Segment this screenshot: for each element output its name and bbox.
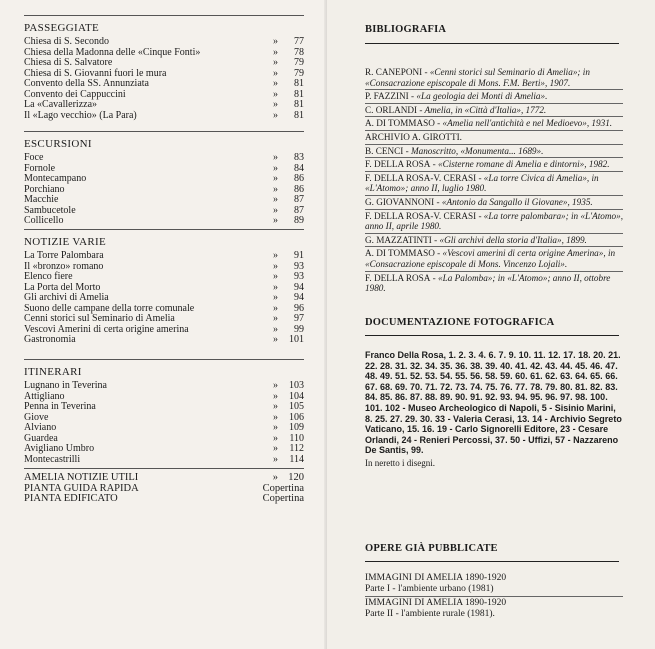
toc-page: 86 [294,183,304,195]
toc-page: 110 [289,432,304,444]
toc-page: 106 [289,411,304,423]
toc-leader: » [273,411,278,423]
toc-row [24,216,304,227]
extras-rule [24,468,304,469]
published-work-subtitle: Parte I - l'ambiente urbano (1981) [365,584,494,594]
toc-label: PIANTA EDIFICATO [24,493,118,504]
toc-row [24,206,304,217]
toc-label: Gli archivi di Amelia [24,292,109,303]
toc-leader: » [273,162,278,174]
toc-section [24,22,304,121]
toc-leader: » [273,57,278,68]
opere-rule [365,561,619,562]
bibliografia-list [365,66,623,295]
toc-label: Alviano [24,422,57,433]
bibliography-author: F. DELLA ROSA-V. CERASI [365,210,477,221]
toc-row [24,473,304,484]
toc-label: Collicello [24,215,64,226]
toc-row [24,272,304,283]
toc-label: PIANTA GUIDA RAPIDA [24,482,139,494]
toc-page: 114 [289,453,304,465]
toc-row [24,293,304,304]
toc-label: Montecampano [24,173,87,184]
toc-row [24,111,304,122]
toc-leader: » [273,323,278,335]
opere-title: OPERE GIÀ PUBBLICATE [365,543,498,554]
bibliography-author: P. FAZZINI [365,91,409,102]
toc-page: 86 [294,173,304,184]
bibliography-entry [365,172,623,196]
bibliography-author: C. ORLANDI [365,104,418,115]
toc-row [24,37,304,48]
toc-label: Vescovi Amerini di certa origine amerina [24,323,189,335]
toc-leader: » [273,250,278,261]
toc-extras [24,473,304,505]
toc-row [24,195,304,206]
opere-list [365,572,623,621]
bibliography-entry [365,234,623,248]
bibliography-text: - «Gli archivi della storia d'Italia», 1899. [431,234,587,245]
bibliography-entry [365,104,623,118]
toc-label: Il «bronzo» romano [24,260,104,272]
toc-row [24,494,304,505]
toc-label: Lugnano in Teverina [24,380,107,391]
bibliography-author: A. DI TOMMASO [365,118,435,129]
toc-page: 81 [294,78,304,89]
section-rule [24,131,304,132]
toc-label: Chiesa di S. Secondo [24,36,109,47]
bibliography-author: A. DI TOMMASO [365,248,435,259]
toc-page: 103 [289,380,304,391]
toc-row [24,335,304,346]
toc-row [24,381,304,392]
bibliografia-rule [365,43,619,44]
toc-label: Convento dei Cappuccini [24,88,126,100]
toc-section [24,138,304,227]
toc-page: 109 [289,422,304,433]
toc-row [24,444,304,455]
published-work-subtitle: Parte II - l'ambiente rurale (1981). [365,609,495,619]
toc-row [24,423,304,434]
published-work [365,572,623,597]
toc-page: 104 [289,390,304,402]
toc-leader: » [273,313,278,324]
toc-leader: » [273,215,278,226]
toc-page: 87 [294,194,304,205]
toc-page: 84 [294,162,304,174]
toc-page: 89 [294,215,304,226]
toc-label: Fornole [24,162,56,174]
section-title: ITINERARI [24,366,82,378]
toc-leader: » [273,432,278,444]
toc-row [24,153,304,164]
section-title: PASSEGGIATE [24,22,100,34]
toc-section [24,236,304,346]
toc-row [24,100,304,111]
bibliografia-title: BIBLIOGRAFIA [365,24,447,35]
toc-label: Avigliano Umbro [24,443,95,454]
toc-page: 81 [294,109,304,121]
toc-label: Chiesa della Madonna delle «Cinque Fonti» [24,46,201,58]
toc-leader: » [273,443,278,454]
bibliography-entry [365,210,623,234]
toc-label: La «Cavallerizza» [24,99,98,110]
foto-title: DOCUMENTAZIONE FOTOGRAFICA [365,317,555,328]
toc-label: Convento della SS. Annunziata [24,78,149,89]
toc-leader: » [273,390,278,402]
toc-page: 77 [294,36,304,47]
bibliography-text: - «La Palomba»; in «L'Atomo»; anno II, ottobre 1980. [365,272,611,294]
bibliography-entry [365,131,623,145]
toc-section [24,366,304,465]
right-page [327,0,655,649]
toc-page: 112 [289,443,304,454]
bibliography-entry [365,272,623,295]
bibliography-author: R. CANEPONI [365,67,423,77]
bibliography-entry [365,247,623,271]
toc-page: 93 [294,271,304,282]
toc-leader: » [273,173,278,184]
toc-leader: » [273,78,278,89]
bibliography-text: - Amelia, in «Città d'Italia», 1772. [417,104,547,115]
section-rule [24,359,304,360]
toc-row [24,185,304,196]
bibliography-author: F. DELLA ROSA [365,272,431,283]
toc-leader: » [273,271,278,282]
toc-label: Attigliano [24,390,65,402]
toc-leader: » [273,99,278,110]
bibliography-entry [365,196,623,210]
foto-rule [365,335,619,336]
toc-row [24,413,304,424]
toc-row [24,58,304,69]
toc-label: La Torre Palombara [24,250,104,261]
toc-page: Copertina [262,493,304,504]
toc-leader: » [273,152,278,163]
toc-page: 94 [294,292,304,303]
bibliography-text: - «La geologia dei Monti di Amelia». [408,91,548,102]
bibliography-author: F. DELLA ROSA-V. CERASI [365,172,477,183]
toc-page: 83 [294,152,304,163]
bibliography-text: - «Vescovi amerini di certa origine Amerina», in «Consacrazione episcopale di Mons. Vincenzo Lojali». [365,248,616,269]
toc-label: AMELIA NOTIZIE UTILI [24,472,139,483]
toc-page: 105 [289,401,304,412]
toc-page: 101 [289,334,304,345]
toc-label: Penna in Teverina [24,401,96,412]
bibliography-entry [365,117,623,131]
section-rule [24,229,304,230]
left-page [0,0,327,649]
toc-leader: » [273,260,278,272]
toc-label: Suono delle campane della torre comunale [24,302,195,314]
toc-leader: » [273,422,278,433]
toc-label: Il «Lago vecchio» (La Para) [24,109,137,121]
toc-label: Porchiano [24,183,65,195]
bibliography-text: - «Cisterne romane di Amelia e dintorni», 1982. [430,159,610,170]
foto-credits [365,350,625,469]
bibliography-author: ARCHIVIO A. GIROTTI. [365,131,462,142]
toc-leader: » [273,204,278,216]
toc-leader: » [273,334,278,345]
section-title: NOTIZIE VARIE [24,236,107,248]
toc-leader: » [273,46,278,58]
toc-leader: » [272,472,278,483]
toc-row [24,402,304,413]
bibliography-text: - «Antonio da Sangallo il Giovane», 1935. [434,196,593,207]
toc-leader: » [273,453,278,465]
toc-page: 81 [294,99,304,110]
bibliography-text: - «Cenni storici sul Seminario di Amelia»; in «Consacrazione episcopale di Mons. F.M. Berti», 1907. [365,67,590,88]
toc-page: 93 [294,260,304,272]
toc-label: Macchie [24,194,59,205]
toc-label: La Porta del Morto [24,281,101,293]
bibliography-author: B. CENCI [365,145,404,156]
toc-label: Foce [24,152,44,163]
bibliography-author: G. MAZZATINTI [365,234,432,245]
toc-page: 94 [294,281,304,293]
bibliography-text: - «Amelia nell'antichità e nel Medioevo», 1931. [434,118,613,129]
toc-leader: » [273,302,278,314]
toc-leader: » [273,401,278,412]
published-work [365,597,623,621]
bibliography-author: F. DELLA ROSA [365,159,431,170]
foto-credits-text: Franco Della Rosa, 1. 2. 3. 4. 6. 7. 9. 10. 11. 12. 17. 18. 20. 21. 22. 28. 31. 32. 34. 35. 36. 38. 39. 40. 41. 42. 43. 44. 45. 46. 47. 48. 49. 51. 52. 53. 54. 55. 56. 58. 59. 60. 61. 62. 63. 64. 65. 66. 67. 68. 69. 70. 71. 72. 73. 74. 75. 76. 77. 78. 79. 80. 81. 82. 83. 84. 85. 86. 87. 88. 89. 90. 91. 92. 93. 94. 95. 96. 97. 98. 100. 101. 102 - Museo Archeologico di Napoli, 5 - Sisinio Marini, 8. 25. 27. 29. 30. 33 - Valeria Cerasi, 13. 14 - Archivio Segreto Vaticano, 15. 16. 19 - Carlo Signorelli Editore, 23 - Cesare Orlandi, 24 - Renieri Percossi, 37. 50 - Uffizi, 57 - Nazzareno De Santis, 99. [365,350,622,456]
toc-page: 79 [294,57,304,68]
toc-label: Giove [24,411,49,423]
toc-leader: » [273,380,278,391]
bibliography-text: - «La torre palombara»; in «L'Atomo», anno II, aprile 1980. [365,210,623,232]
published-work-title: IMMAGINI DI AMELIA 1890-1920 [365,573,507,583]
toc-row [24,79,304,90]
bibliography-entry [365,66,623,90]
toc-label: Elenco fiere [24,271,73,282]
toc-page: 99 [294,323,304,335]
toc-row [24,251,304,262]
bibliography-entry [365,145,623,159]
toc-leader: » [273,281,278,293]
toc-label: Montecastrilli [24,453,81,465]
toc-row [24,455,304,466]
toc-row [24,314,304,325]
toc-page: 81 [294,88,304,100]
foto-note: In neretto i disegni. [365,457,435,468]
bibliography-text: - Manoscritto, «Monumenta... 1689». [403,145,544,156]
section-title: ESCURSIONI [24,138,92,150]
toc-page: 91 [294,250,304,261]
toc-page: 120 [288,472,304,483]
bibliography-author: G. GIOVANNONI [365,196,435,207]
bibliography-entry [365,90,623,104]
toc-leader: » [273,292,278,303]
published-work-title: IMMAGINI DI AMELIA 1890-1920 [365,598,507,608]
toc-leader: » [273,67,278,79]
toc-leader: » [273,183,278,195]
toc-row [24,174,304,185]
bibliography-entry [365,158,623,172]
section-rule [24,15,304,16]
bibliography-text: - «La torre Civica di Amelia», in «L'Atomo»; anno II, luglio 1980. [365,172,599,194]
toc-page: 97 [294,313,304,324]
toc-leader: » [273,194,278,205]
toc-label: Cenni storici sul Seminario di Amelia [24,313,175,324]
toc-label: Chiesa di S. Salvatore [24,57,113,68]
toc-page: 79 [294,67,304,79]
toc-page: 96 [294,302,304,314]
toc-label: Sambucetole [24,204,76,216]
toc-leader: » [273,109,278,121]
toc-label: Chiesa di S. Giovanni fuori le mura [24,67,167,79]
toc-page: 78 [294,46,304,58]
toc-leader: » [273,88,278,100]
toc-page: 87 [294,204,304,216]
toc-label: Guardea [24,432,58,444]
toc-label: Gastronomia [24,334,76,345]
toc-page: Copertina [262,482,304,494]
toc-leader: » [273,36,278,47]
